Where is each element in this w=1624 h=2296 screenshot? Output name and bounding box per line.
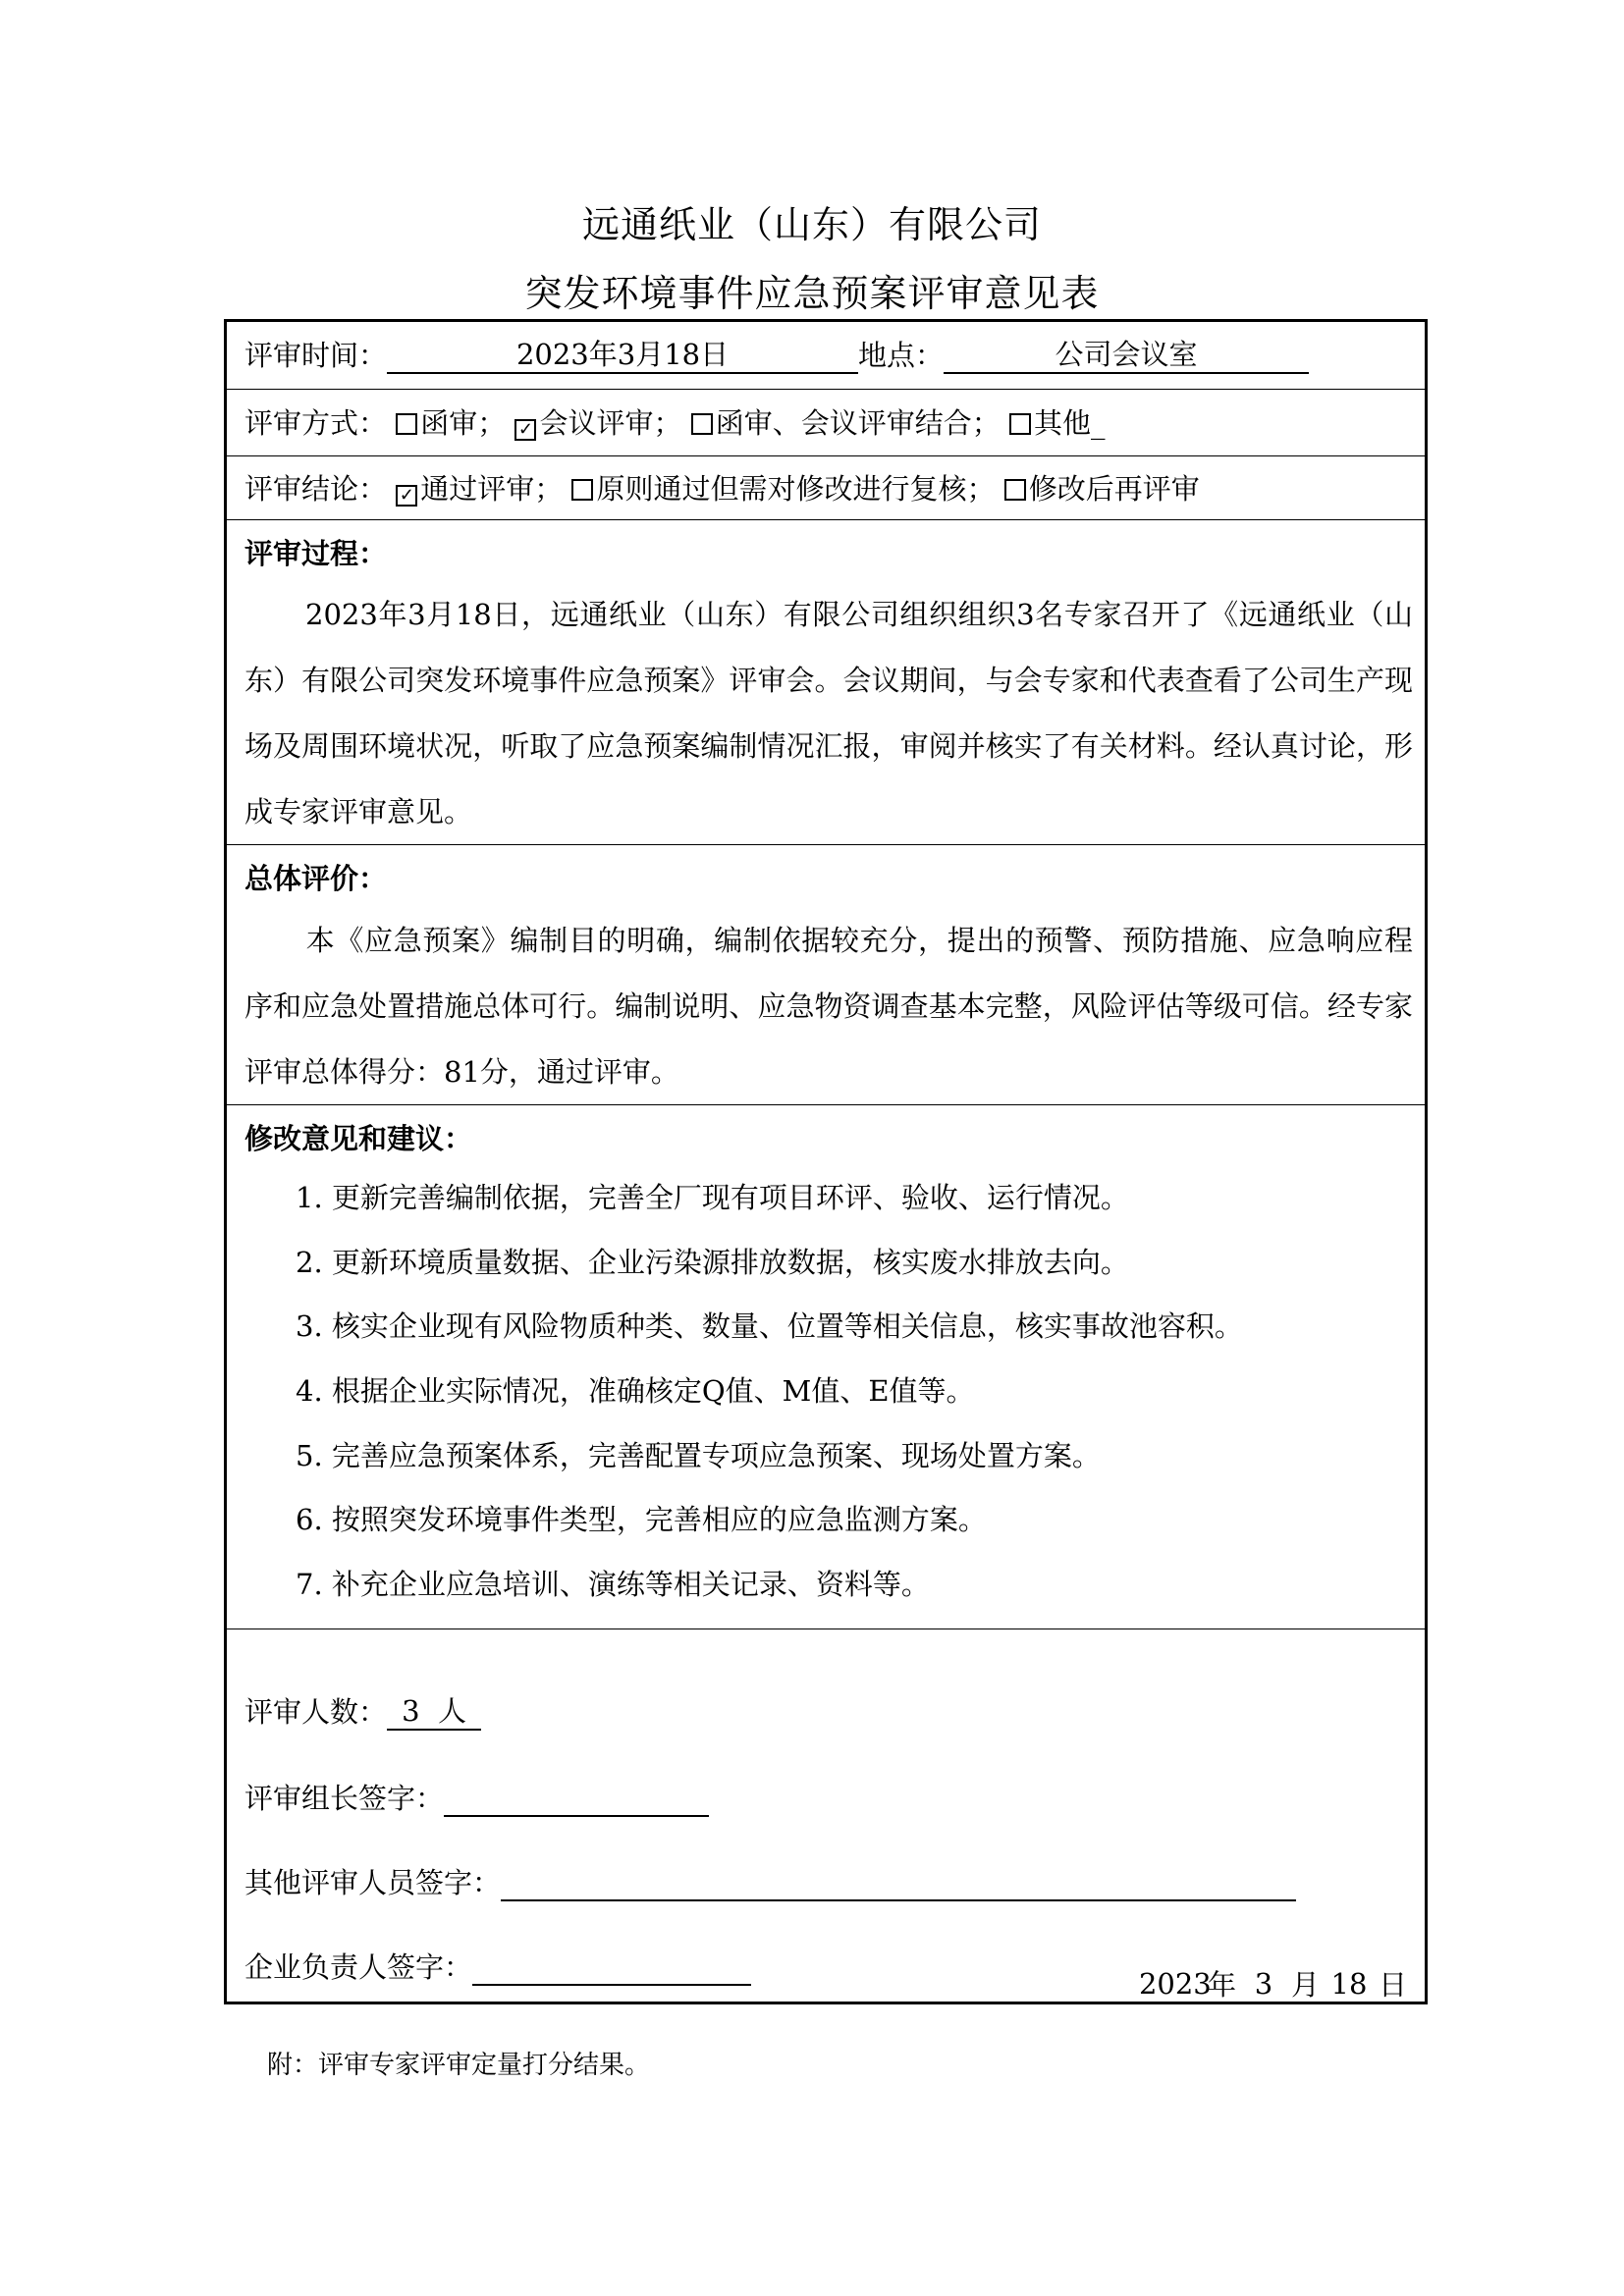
overall-text: 本《应急预案》编制目的明确，编制依据较充分，提出的预警、预防措施、应急响应程序和应急处置措施总体可行。编制说明、应急物资调查基本完整，风险评估等级可信。经专家评审总体得分：81分，通过评审。	[244, 924, 1413, 1089]
review-method-row	[244, 401, 1105, 442]
review-time-row	[244, 334, 1309, 374]
row-divider	[227, 455, 1425, 456]
checkbox-combined-review[interactable]	[691, 413, 713, 435]
others-signature-field[interactable]	[501, 1870, 1296, 1901]
leader-signature-row	[244, 1777, 709, 1817]
option-other: 其他_	[1033, 406, 1106, 440]
leader-signature-label: 评审组长签字：	[244, 1782, 445, 1815]
footnote: 附：评审专家评审定量打分结果。	[267, 2051, 651, 2080]
option-combined-review: 函审、会议评审结合；	[715, 406, 1001, 440]
option-pass: 通过评审；	[420, 472, 564, 506]
company-signature-field[interactable]	[472, 1954, 751, 1986]
option-letter-review: 函审；	[420, 406, 507, 440]
option-conditional-pass: 原则通过但需对修改进行复核；	[596, 472, 996, 506]
review-place-label: 地点：	[858, 339, 945, 372]
checkbox-meeting-review-checked[interactable]: ✓	[514, 419, 536, 441]
signature-date	[1139, 1963, 1407, 2003]
overall-paragraph	[244, 908, 1413, 1105]
row-divider	[227, 1104, 1425, 1105]
review-time-value: 2023年3月18日	[387, 337, 858, 374]
checkbox-letter-review[interactable]	[396, 413, 417, 435]
review-conclusion-label: 评审结论：	[244, 472, 388, 506]
date-day-unit: 日	[1378, 1968, 1407, 2002]
review-time-label: 评审时间：	[244, 339, 388, 372]
company-title: 远通纸业（山东）有限公司	[581, 203, 1042, 246]
review-place-value: 公司会议室	[944, 337, 1309, 374]
date-year: 2023	[1139, 1966, 1208, 2003]
suggestion-item: 2. 更新环境质量数据、企业污染源排放数据，核实废水排放去向。	[296, 1246, 1129, 1279]
process-paragraph	[244, 582, 1413, 845]
checkbox-pass-checked[interactable]: ✓	[396, 485, 417, 507]
date-year-unit: 年	[1207, 1968, 1236, 2002]
reviewer-count-row	[244, 1690, 481, 1731]
process-heading: 评审过程：	[244, 537, 388, 570]
suggestions-heading: 修改意见和建议：	[244, 1122, 473, 1155]
reviewer-count-value	[387, 1693, 481, 1731]
date-day: 18	[1320, 1966, 1379, 2003]
checkbox-conditional-pass[interactable]	[571, 479, 593, 501]
leader-signature-field[interactable]	[444, 1786, 709, 1817]
row-divider	[227, 519, 1425, 520]
form-title: 突发环境事件应急预案评审意见表	[524, 272, 1100, 315]
option-re-review: 修改后再评审	[1028, 472, 1200, 506]
others-signature-row	[244, 1861, 1296, 1901]
others-signature-label: 其他评审人员签字：	[244, 1866, 502, 1899]
reviewer-count-unit: 人	[437, 1694, 466, 1728]
date-month: 3	[1236, 1966, 1291, 2003]
option-meeting-review: 会议评审；	[539, 406, 682, 440]
reviewer-count-number: 3	[402, 1694, 420, 1728]
suggestion-item: 3. 核实企业现有风险物质种类、数量、位置等相关信息，核实事故池容积。	[296, 1309, 1243, 1343]
overall-heading: 总体评价：	[244, 862, 388, 895]
suggestion-item: 5. 完善应急预案体系，完善配置专项应急预案、现场处置方案。	[296, 1439, 1101, 1472]
process-text: 2023年3月18日，远通纸业（山东）有限公司组织组织3名专家召开了《远通纸业（山东）有限公司突发环境事件应急预案》评审会。会议期间，与会专家和代表查看了公司生产现场及周围环境状况，听取了应急预案编制情况汇报，审阅并核实了有关材料。经认真讨论，形成专家评审意见。	[244, 598, 1413, 828]
review-form	[224, 319, 1428, 2004]
reviewer-count-label: 评审人数：	[244, 1695, 388, 1729]
review-method-label: 评审方式：	[244, 406, 388, 440]
suggestion-item: 7. 补充企业应急培训、演练等相关记录、资料等。	[296, 1568, 930, 1601]
suggestion-item: 4. 根据企业实际情况，准确核定Q值、M值、E值等。	[296, 1374, 975, 1408]
review-conclusion-row	[244, 467, 1200, 507]
row-divider	[227, 389, 1425, 390]
company-signature-row	[244, 1946, 751, 1986]
suggestion-item: 6. 按照突发环境事件类型，完善相应的应急监测方案。	[296, 1503, 987, 1536]
date-month-unit: 月	[1290, 1968, 1320, 2002]
company-signature-label: 企业负责人签字：	[244, 1950, 473, 1984]
checkbox-re-review[interactable]	[1004, 479, 1026, 501]
checkbox-other[interactable]	[1009, 413, 1031, 435]
row-divider	[227, 844, 1425, 845]
suggestion-item: 1. 更新完善编制依据，完善全厂现有项目环评、验收、运行情况。	[296, 1181, 1129, 1214]
